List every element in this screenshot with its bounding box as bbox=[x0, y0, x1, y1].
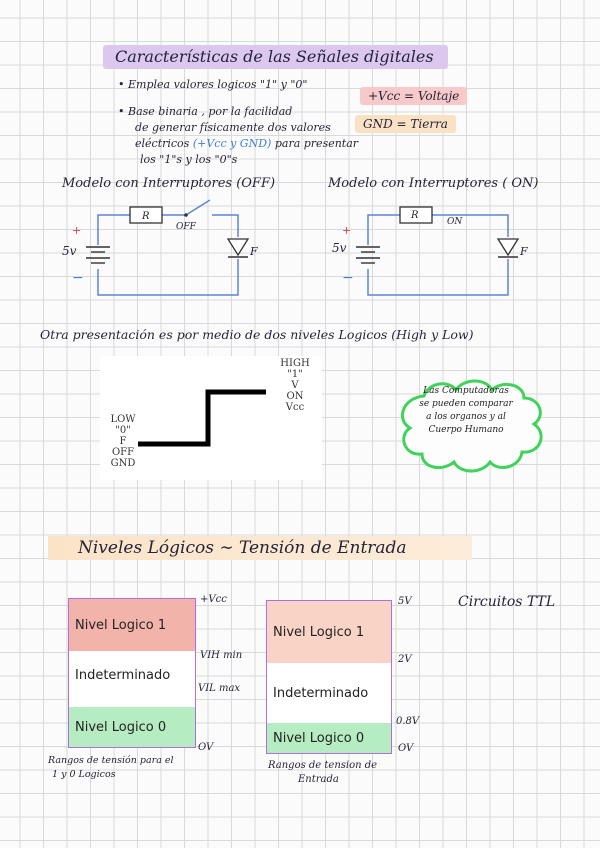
section-title-2-text: Niveles Lógicos ∼ Tensión de Entrada bbox=[78, 538, 407, 558]
bullet-2-line-4: los "1"s y los "0"s bbox=[140, 153, 238, 166]
right-level0-band: Nivel Logico 0 bbox=[267, 723, 391, 753]
section-title-2 bbox=[48, 536, 472, 560]
on-switch-label: ON bbox=[447, 217, 463, 227]
left-voltage-chart bbox=[68, 598, 196, 748]
left-vil-label: VIL max bbox=[198, 683, 241, 694]
off-voltage-label: 5v bbox=[62, 244, 77, 258]
cloud-note: Las Computadoras se pueden comparar a los organos y al Cuerpo Humano bbox=[419, 386, 513, 435]
right-08v-label: 0.8V bbox=[396, 716, 420, 727]
right-undetermined-band: Indeterminado bbox=[267, 673, 391, 713]
low-labels: LOW "0" F OFF GND bbox=[110, 414, 136, 469]
off-plus-sign: + bbox=[72, 224, 82, 237]
vcc-legend: +Vcc = Voltaje bbox=[360, 87, 467, 105]
right-caption-line-1: Rangos de tension de bbox=[268, 760, 378, 771]
vcc-gnd-highlight: (+Vcc y GND) bbox=[192, 137, 272, 150]
off-resistor-label: R bbox=[142, 211, 150, 222]
gnd-legend: GND = Tierra bbox=[355, 115, 456, 133]
representation-text: Otra presentación es por medio de dos niveles Logicos (High y Low) bbox=[40, 327, 474, 342]
signal-levels-diagram bbox=[100, 356, 322, 480]
left-caption-line-2: 1 y 0 Logicos bbox=[52, 769, 116, 780]
on-voltage-label: 5v bbox=[332, 241, 347, 255]
section-title bbox=[103, 45, 448, 69]
left-vih-label: VIH min bbox=[200, 650, 243, 661]
ttl-heading: Circuitos TTL bbox=[458, 594, 556, 610]
left-vcc-label: +Vcc bbox=[200, 594, 227, 605]
left-caption-line-1: Rangos de tensión para el bbox=[48, 755, 174, 766]
right-voltage-chart bbox=[266, 600, 392, 754]
right-2v-label: 2V bbox=[398, 654, 412, 665]
high-labels: HIGH "1" V ON Vcc bbox=[280, 358, 310, 413]
left-ov-label: OV bbox=[198, 742, 214, 753]
right-5v-label: 5V bbox=[398, 596, 412, 607]
off-minus-sign: − bbox=[72, 270, 84, 286]
off-led-label: F bbox=[250, 245, 258, 258]
bullet-1: • Emplea valores logicos "1" y "0" bbox=[118, 78, 308, 91]
bullet-2-line-3: eléctricos (+Vcc y GND) para presentar bbox=[135, 137, 359, 150]
left-level1-band: Nivel Logico 1 bbox=[69, 599, 195, 651]
on-resistor-label: R bbox=[411, 210, 419, 221]
circuit-off-title: Modelo con Interruptores (OFF) bbox=[62, 176, 276, 191]
on-plus-sign: + bbox=[342, 224, 352, 237]
bullet-2: • Base binaria , por la facilidad bbox=[118, 105, 293, 118]
off-switch-label: OFF bbox=[176, 222, 196, 232]
circuit-on-title: Modelo con Interruptores ( ON) bbox=[328, 176, 539, 191]
on-led-label: F bbox=[520, 245, 528, 258]
right-level1-band: Nivel Logico 1 bbox=[267, 601, 391, 663]
left-undetermined-band: Indeterminado bbox=[69, 655, 195, 695]
section-title-text: Características de las Señales digitales bbox=[115, 47, 434, 66]
circuit-off-diagram bbox=[60, 195, 270, 305]
circuit-on-diagram bbox=[330, 195, 540, 305]
on-minus-sign: − bbox=[342, 270, 354, 286]
left-level0-band: Nivel Logico 0 bbox=[69, 707, 195, 747]
right-caption-line-2: Entrada bbox=[298, 774, 339, 785]
right-ov-label: OV bbox=[398, 743, 414, 754]
bullet-2-line-2: de generar físicamente dos valores bbox=[135, 121, 331, 134]
